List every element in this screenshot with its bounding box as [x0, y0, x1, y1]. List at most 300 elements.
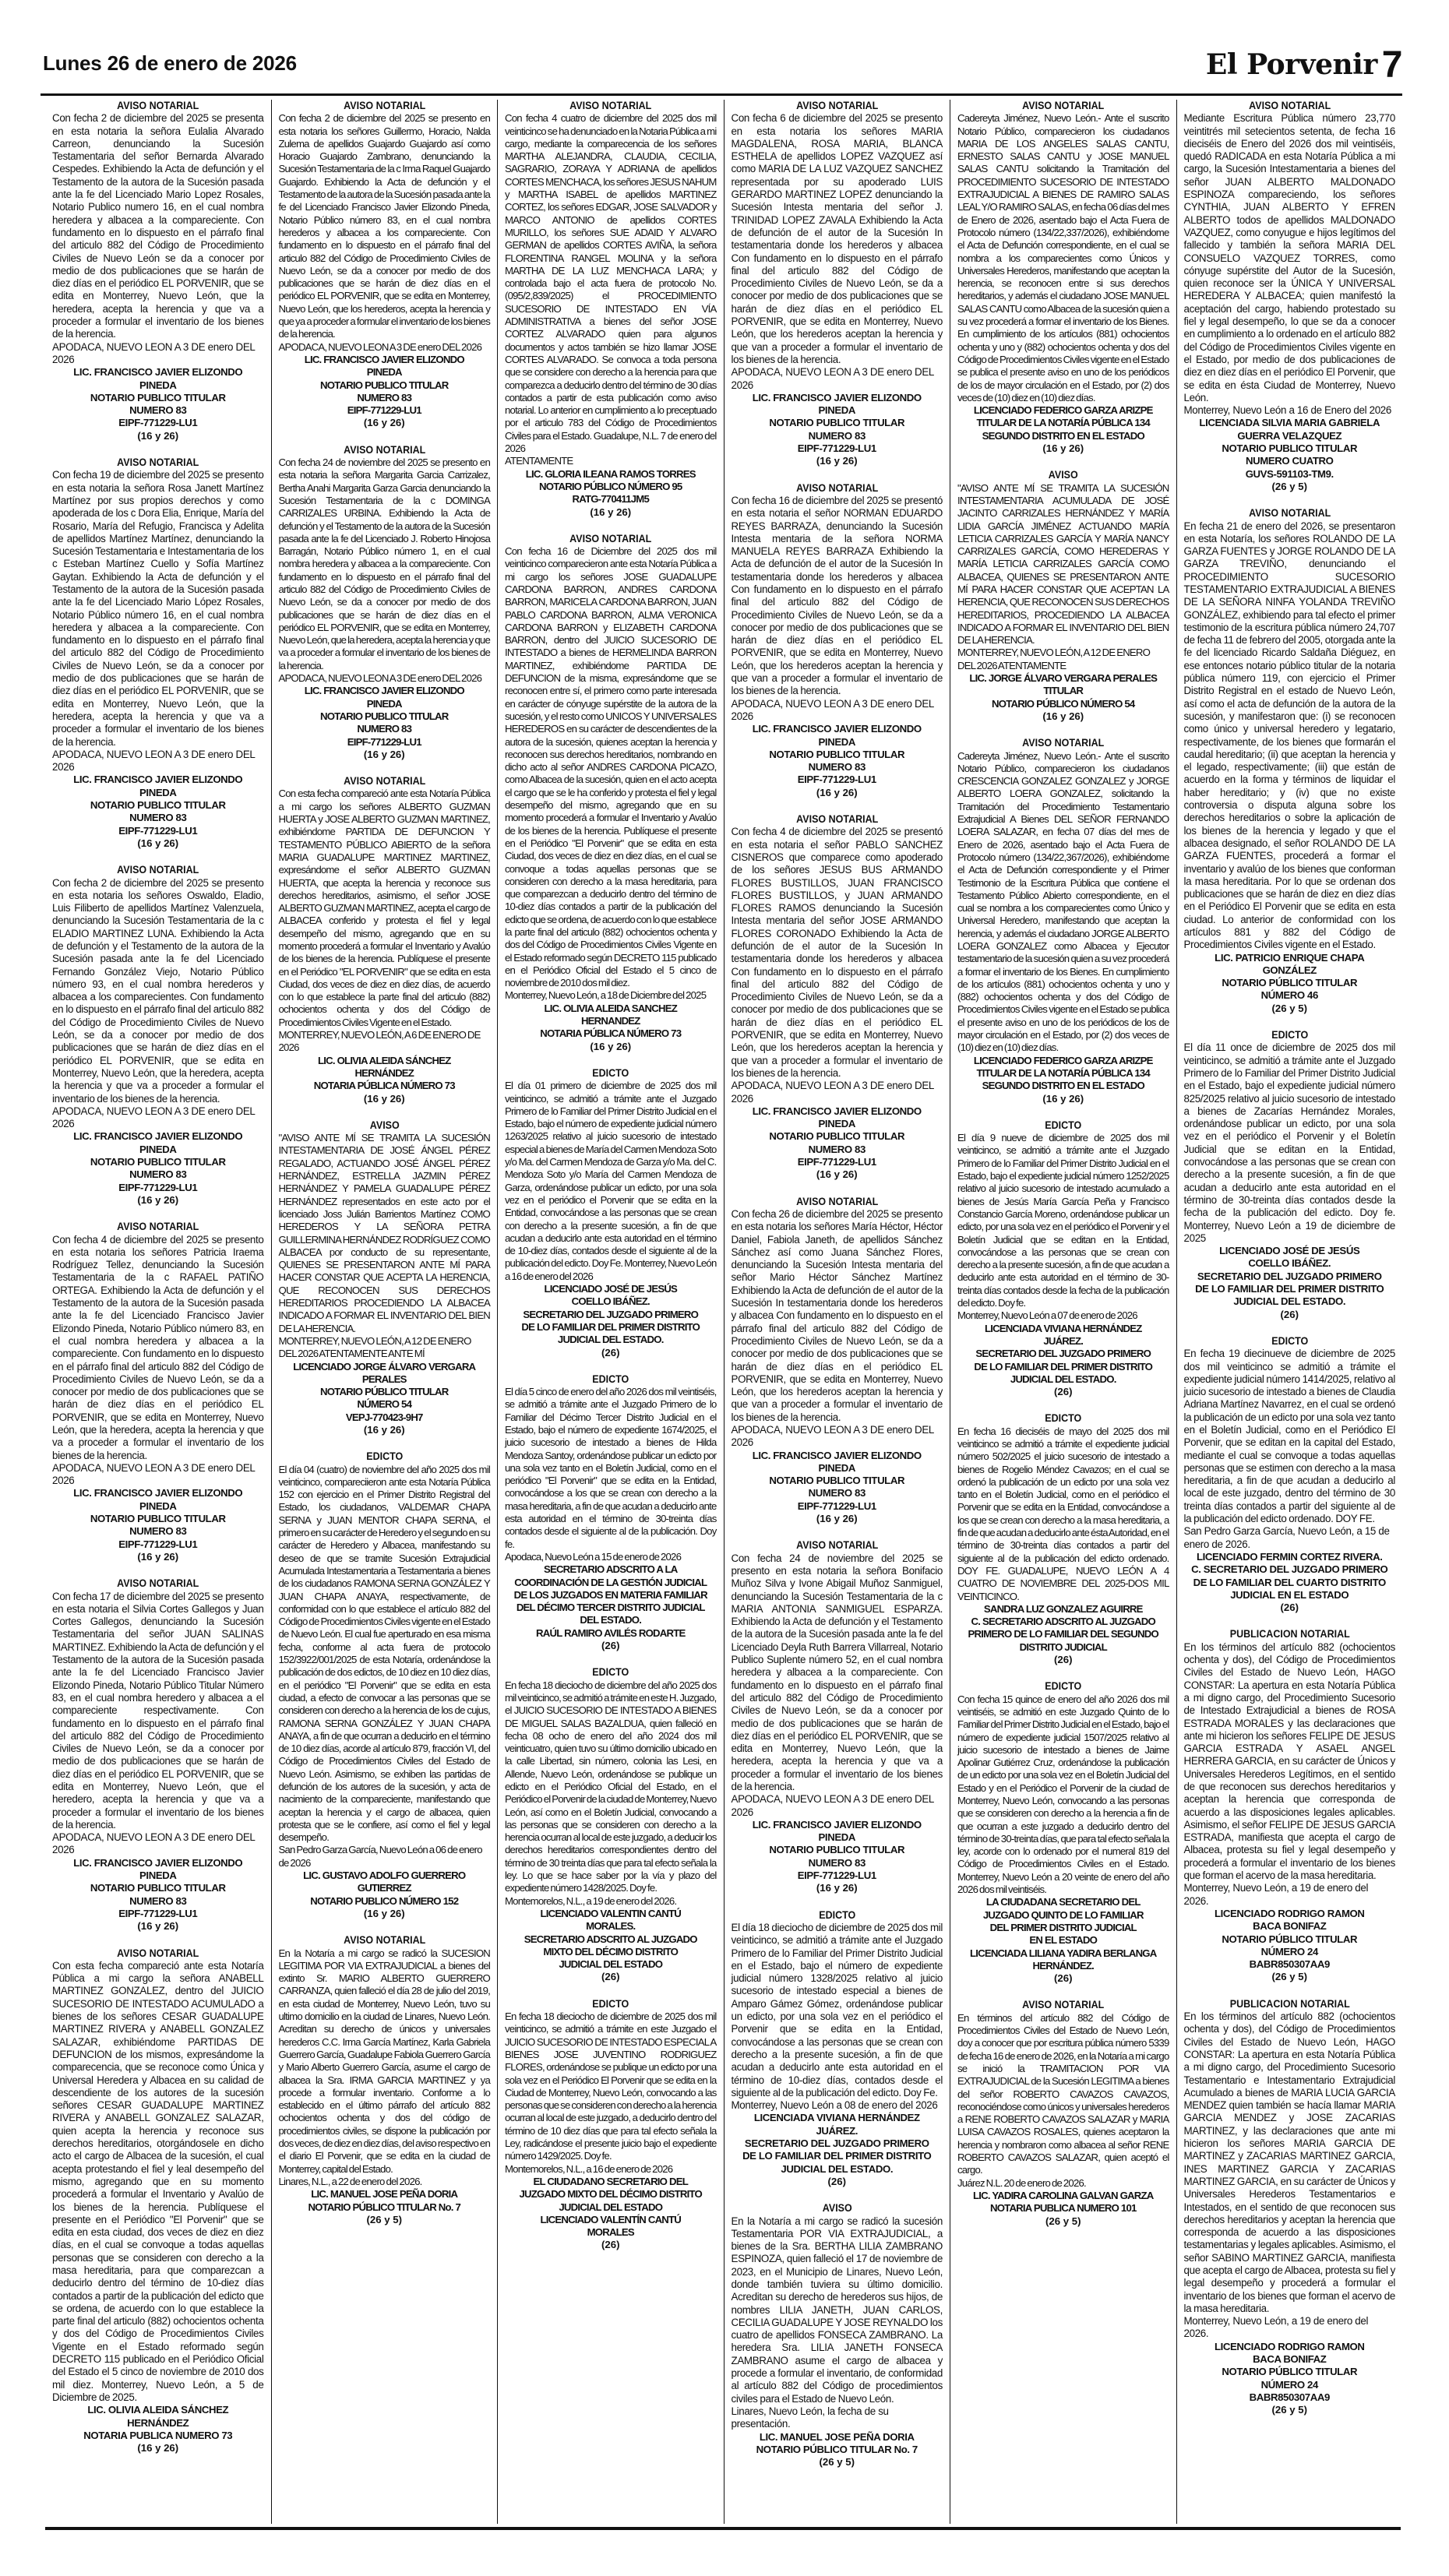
notice-title: AVISO NOTARIAL	[569, 100, 652, 111]
signature-line: LIC. GLORIA ILEANA RAMOS TORRES	[525, 467, 696, 480]
signature-line: BABR850307AA9	[1249, 2391, 1330, 2403]
notice-body: Con esta fecha compareció ante esta Notaría Pública a mi cargo los señores ALBERTO GUZMAN HUERTA y JOSE ALBERTO GUZMAN MARTINEZ, exhibiéndome PARTIDA DE DEFUNCION Y TESTAMENTO PÚBLICO ABIERTO de la señora MARIA GUADALUPE MARTINEZ MARTINEZ, expresándome el señor ALBERTO GUZMAN HUERTA, que acepta la herencia y reconoce sus derechos hereditarios, asimismo, el señor JOSE ALBERTO GUZMAN MARTINEZ, acepta el cargo de ALBACEA conferido y protesta el fiel y legal desempeño del mismo, agregando que en su momento procederá a formular el Inventario y Avalúo de los bienes de la herencia. Publíquese el presente en el Periódico "EL PORVENIR" que se edita en esta Ciudad, dos veces de diez en diez días, de acuerdo con lo que establece la parte final del articulo (882) ochocientos ochenta y dos del Código de Procedimientos Civiles Vigente en el Estado.	[278, 788, 490, 1028]
notice-place-date: APODACA, NUEVO LEON A 3 DE enero DEL 2026	[52, 748, 256, 774]
publication-dates: (26)	[1054, 1972, 1073, 1985]
notice-place-date: Monterrey, Nuevo León a 16 de Enero del 2026	[1183, 404, 1391, 417]
signature-line: NUMERO 83	[129, 1525, 187, 1538]
notice-title: EDICTO	[1045, 1680, 1082, 1693]
signature-line: LIC. MANUEL JOSE PEÑA DORIA	[311, 2188, 458, 2201]
legal-notice	[957, 1412, 1169, 1666]
notice-body: Con fecha 4 cuatro de diciembre del 2025 dos mil veinticinco se ha denunciado en la Notaria Pública a mi cargo, mediante la comparecencia de los señores MARTHA ALEJANDRA, CLAUDIA, CECILIA, SAGRARIO, ZORAYA Y ADRIANA de apellidos CORTES MENCHACA, los señores JESUS NAHUM y MARTHA ISABEL de apellidos MARTINEZ CORTEZ, los señores EDGAR, JOSE SALVADOR y MARCO ANTONIO de apellidos CORTES MURILLO, los señores SUE ADAID Y ALVARO GERMAN de apellidos CORTES AVIÑA, la señora FLORENTINA RANGEL MOLINA y la señora MARTHA DE LA LUZ MENCHACA LARA; y controlada bajo el acta fuera de protocolo No. (095/2,839/2025) el PROCEDIMIENTO SUCESORIO DE INTESTADO EN VÍA ADMINISTRATIVA a bienes del señor JOSE CORTEZ ALVARADO quien para algunos documentos y actos también se hizo llamar JOSE CORTES ALVARADO. Se convoca a toda persona que se considere con derecho a la herencia para que comparezca a deducirlo dentro del término de 30 días contados a partir de esta publicación como aviso notarial. Lo anterior en cumplimiento a lo preceptuado por el articulo 783 del Código de Procedimientos Civiles para el Estado. Guadalupe, N.L. 7 de enero del 2026	[505, 112, 717, 455]
notice-body: "AVISO ANTE MÍ SE TRAMITA LA SUCESIÓN INTESTAMENTARIA DE JOSÉ ÁNGEL PÉREZ REGALADO, ACTUANDO JOSÉ ÁNGEL PÉREZ HERNÁNDEZ, ESTRELLA JAZMIN PÉREZ HERNÁNDEZ Y PAMELA GUADALUPE PÉREZ HERNÁNDEZ representados en este acto por el licenciado Joss Julián Barrientos Martínez COMO HEREDEROS Y LA SEÑORA PETRA GUILLERMINA HERNÁNDEZ RODRÍGUEZ COMO ALBACEA por conducto de su representante, QUIENES SE PRESENTARON ANTE MÍ PARA HACER CONSTAR QUE ACEPTA LA HERENCIA, QUE RECONOCEN SUS DERECHOS HEREDITARIOS PROCEDIENDO LA ALBACEA INDICADO A FORMAR EL INVENTARIO DEL BIEN DE LA HERENCIA.	[278, 1132, 490, 1334]
signature-line: PINEDA	[139, 1869, 177, 1882]
notice-title: AVISO	[822, 2202, 852, 2215]
notice-title: AVISO NOTARIAL	[343, 775, 425, 788]
notice-body: En la Notaría a mi cargo se radicó la sucesión Testamentaria POR VIA EXTRAJUDICIAL, a bienes de la Sra. BERTHA LILIA ZAMBRANO ESPINOZA, quien falleció el 17 de noviembre de 2023, en el Municipio de Linares, Nuevo León, donde también tuviera su último domicilio. Acreditan su derecho de herederos sus hijos, de nombres LILIA JANETH, JUAN CARLOS, CECILIA GUADALUPE Y JOSE REYNALDO los cuatro de apellidos FONSECA ZAMBRANO. La heredera Sra. LILIA JANETH FONSECA ZAMBRANO asume el cargo de albacea y procede a formular el inventario, de conformidad al artículo 882 del Código de procedimientos civiles para el Estado de Nuevo León.	[731, 2215, 943, 2405]
notice-body: En los términos del artículo 882 (ochocientos ochenta y dos), del Código de Procedimientos Civiles del Estado de Nuevo León, HAGO CONSTAR: La apertura en esta Notaría Pública a mi digno cargo, del Procedimiento Sucesorio Testamentario e Intestamentario Extrajudicial Acumulado a bienes de MARIA LUCIA GARCIA MENDEZ quien también se hacía llamar MARIA GARCIA MENDEZ y JOSE ZACARIAS MARTINEZ, y las declaraciones que ante mi hicieron los señores MARIA GARCIA DE MARTINEZ y ZACARIAS MARTINEZ GARCIA, INES MARTINEZ GARCIA Y ZACARIAS MARTINEZ GARCIA, en su carácter de Únicos y Universales Herederos Testamentarios e Intestados, en el sentido de que reconocen sus derechos hereditarios y aceptan la herencia que corresponda de acuerdo a las disposiciones testamentarias y legales aplicables. Asimismo, el señor SABINO MARTINEZ GARCIA, manifiesta que acepta el cargo de Albacea, protesta su fiel y legal desempeño y procederá a formular el inventario de los bienes que forman el acervo de la masa hereditaria.	[1183, 2010, 1395, 2314]
signature-line: NOTARIO PUBLICO TITULAR	[90, 391, 226, 403]
signature-line: LICENCIADO RODRIGO RAMON	[1214, 1907, 1365, 1919]
signature-line: DE LO FAMILIAR DEL PRIMER DISTRITO	[974, 1360, 1153, 1373]
signature-line: JUDICIAL DEL ESTADO.	[1233, 1295, 1346, 1308]
signature-line: GUTIERREZ	[357, 1882, 411, 1894]
notice-place-date: APODACA, NUEVO LEON A 3 DE enero DEL 2026	[52, 340, 256, 365]
legal-notice	[1184, 1998, 1396, 2417]
signature-line: LIC. OLIVIA ALEIDA SANCHEZ	[544, 1002, 677, 1014]
notice-body: En fecha 16 dieciséis de mayo del 2025 dos mil veinticinco se admitió a trámite el expediente judicial número 502/2025 el juicio sucesorio de intestado a bienes de Rogelio Méndez Cavazos; en el cual se ordenó la publicación de un edicto por una sola vez tanto en el Boletín Judicial, como en el periódico el Porvenir que se edita en la Entidad, convocándose a los que se crean con derecho a la masa hereditaria, a fin de que acudan a deducirlo ante ésta Autoridad, en el término de 30-treinta días contados a partir del siguiente al de la publicación del edicto ordenado. DOY FE. GUADALUPE, NUEVO LEÓN A 4 CUATRO DE NOVIEMBRE DEL 2025-DOS MIL VEINTICINCO.	[957, 1425, 1169, 1602]
legal-notice	[1184, 100, 1396, 493]
signature-line: NUMERO 83	[129, 812, 187, 824]
legal-notice	[1184, 1628, 1396, 1983]
signature-line: SEGUNDO DISTRITO EN EL ESTADO	[982, 429, 1144, 442]
signature-line: LICENCIADO FEDERICO GARZA ARIZPE	[973, 1054, 1153, 1066]
legal-notice	[279, 1450, 491, 1920]
legal-notice	[1184, 1335, 1396, 1615]
notice-title: AVISO	[369, 1119, 400, 1131]
signature-line: PINEDA	[818, 404, 855, 417]
legal-notice	[732, 1196, 943, 1526]
signature-line: JUDICIAL DEL ESTADO.	[781, 2162, 894, 2175]
publication-dates: (16 y 26)	[363, 417, 405, 429]
legal-notice	[52, 100, 264, 442]
signature-line: LICENCIADA VIVIANA HERNÁNDEZ	[753, 2112, 920, 2124]
notice-body: Con fecha 4 de diciembre del 2025 se presentó en esta notaria el señor PABLO SANCHEZ CISNEROS que comparece como apoderado de los señores JESUS BUS ARMANDO FLORES BUSTILLOS, JUAN FRANCISCO FLORES BUSTILLOS, y JUAN ARMANDO FLORES RAMOS denunciando la Sucesión Intesta mentaria del señor JOSE ARMANDO FLORES CORONADO Exhibiendo la Acta de defunción de el autor de la Sucesión In testamentaria donde los herederos y albacea Con fundamento en lo dispuesto en el párrafo final del articulo 882 del Código de Procedimiento Civiles de Nuevo León, se da a conocer por medio de dos publicaciones que se harán de diez días en el periódico EL PORVENIR, que se edita en Monterrey, Nuevo León, que los herederos aceptan la herencia y que van a proceder a formular el inventario de los bienes de la herencia.	[731, 826, 943, 1079]
signature-line: LIC. FRANCISCO JAVIER ELIZONDO	[73, 366, 243, 379]
notice-title: EDICTO	[592, 1997, 629, 2010]
signature-line: LICENCIADA SILVIA MARIA GABRIELA	[1199, 417, 1380, 429]
signature-line: MIXTO DEL DÉCIMO DISTRITO	[543, 1945, 679, 1958]
signature-line: LIC. GUSTAVO ADOLFO GUERRERO	[303, 1869, 466, 1882]
signature-line: EIPF-771229-LU1	[797, 774, 876, 786]
signature-line: LICENCIADO JORGE ÁLVARO VERGARA	[293, 1360, 476, 1373]
publication-dates: (26 y 5)	[1271, 1971, 1307, 1983]
signature-line: LIC. FRANCISCO JAVIER ELIZONDO	[304, 685, 464, 697]
notice-title: AVISO NOTARIAL	[117, 864, 199, 876]
publication-dates: (16 y 26)	[816, 1882, 858, 1894]
signature-line: LIC. FRANCISCO JAVIER ELIZONDO	[73, 1130, 243, 1143]
signature-line: BABR850307AA9	[1249, 1958, 1330, 1971]
publication-dates: (16 y 26)	[137, 1920, 179, 1933]
notice-body: Con fecha 2 de diciembre del 2025 se presenta en esta notaria la señora Eulalia Alvarado Carreon, denunciando la Sucesión Testamentaria del señor Bernarda Alvarado Cespedes. Exhibiendo la Acta de defunción y el Testamento de la autora de la Sucesión pasada ante la fe del Licenciado Mario Lopez Rosales, Notario Publico numero 16, en el cual nombra heredera y albacea a la compareciente. Con fundamento en lo dispuesto en el párrafo final del articulo 882 del Código de Procedimiento Civiles de Nuevo León se da a conocer por medio de dos publicaciones que se harán de diez días en el periódico EL PORVENIR, que se edita en Monterrey, Nuevo León, que la heredera, acepta la herencia y que va a proceder a formular el inventario de los bienes de la herencia.	[52, 112, 264, 340]
notice-place-date: Monterrey, Nuevo León a 07 de enero de 2026	[957, 1309, 1137, 1322]
notice-place-date: APODACA, NUEVO LEON A 3 DE enero DEL 2026	[52, 1105, 256, 1130]
signature-line: SECRETARIO DEL JUZGADO PRIMERO	[975, 1348, 1151, 1360]
signature-line: NUMERO CUATRO	[1245, 455, 1334, 467]
signature-line: NOTARIO PUBLICO TITULAR	[1222, 442, 1358, 455]
legal-notice	[279, 444, 491, 761]
signature-line: EL CIUDADANO SECRETARIO DEL	[533, 2175, 688, 2187]
signature-line: LIC. MANUEL JOSE PEÑA DORIA	[759, 2430, 915, 2443]
publication-dates: (16 y 26)	[1042, 1092, 1084, 1105]
legal-notice	[52, 1221, 264, 1563]
notice-place-date: Linares, Nuevo León, la fecha de su presentación.	[731, 2405, 889, 2430]
signature-line: NOTARIO PUBLICO TITULAR	[769, 1844, 905, 1856]
notice-place-date: MONTERREY, NUEVO LEÓN, A 6 DE ENERO DE 2026	[278, 1029, 481, 1054]
newspaper-logo	[1205, 41, 1402, 86]
notice-place-date: APODACA, NUEVO LEON A 3 DE enero DEL 2026	[731, 1080, 934, 1105]
signature-line: DE LO FAMILIAR DEL PRIMER DISTRITO	[521, 1320, 700, 1333]
signature-line: C. SECRETARIO DEL JUZGADO PRIMERO	[1191, 1563, 1388, 1576]
signature-line: GUERRA VELAZQUEZ	[1237, 429, 1342, 442]
notice-title: AVISO NOTARIAL	[795, 100, 878, 111]
signature-line: HERNANDEZ	[580, 1015, 640, 1027]
notice-title: EDICTO	[1271, 1334, 1308, 1347]
signature-line: NUMERO 83	[129, 1168, 187, 1181]
signature-line: NOTARIO PÚBLICO TITULAR	[320, 1386, 449, 1398]
signature-line: LIC. FRANCISCO JAVIER ELIZONDO	[752, 1818, 922, 1831]
notice-body: Con fecha 19 de diciembre del 2025 se presento en esta notaria la señora Rosa Janett Martínez Martínez por sus propios derechos y como apoderada de los c Dora Elia, Enrique, María del Rosario, María del Refugio, Francisca y Adelita de apellidos Martínez Martínez, denunciando la Sucesión Testamentaria e Intestamentaria de los c Esteban Martínez Cuello y Sofía Martínez Gaytan. Exhibiendo la Acta de defunción y el Testamento de la autora de la Sucesión pasada ante la fe del Licenciado Mario López Rosales, Notario Público número 16, en el cual nombra heredera y albacea a la compareciente. Con fundamento en lo dispuesto en el párrafo final del articulo 882 del Código de Procedimiento Civiles de Nuevo León, se da a conocer por medio de dos publicaciones que se harán de diez días en el periódico EL PORVENIR, que se edita en Monterrey, Nuevo León, que la heredera, acepta la herencia y que va a proceder a formular el inventario de los bienes de la herencia.	[52, 469, 264, 748]
signature-line: LIC. JORGE ÁLVARO VERGARA PERALES	[969, 672, 1158, 685]
notice-place-date: Montemorelos, N.L., a 16 de enero de 2026	[505, 2162, 673, 2175]
notice-body: Con fecha 24 de noviembre del 2025 se presento en esta notaria la señora Margarita Garcia Carrizalez, Bertha Anahi Margarita Garza Garcia denunciando la Sucesión Testamentaria de la c DOMINGA CARRIZALES URBINA. Exhibiendo la Acta de defunción y el Testamento de la autora de la Sucesión pasada ante la fe del Licenciado J. Roberto Hinojosa Barragán, Notario Público número 1, en el cual nombra heredera y albacea a la compareciente. Con fundamento en lo dispuesto en el párrafo final del articulo 882 del Código de Procedimiento Civiles de Nuevo León, se da a conocer por medio de dos publicaciones que se harán de diez días en el periódico EL PORVENIR, que se edita en Monterrey, Nuevo León, que la heredera, acepta la herencia y que va a proceder a formular el inventario de los bienes de la herencia.	[278, 456, 490, 671]
signature-line: MORALES.	[586, 1920, 636, 1933]
notice-place-date: San Pedro Garza García, Nuevo León, a 15 de enero de 2026.	[1183, 1525, 1390, 1550]
legal-notice	[279, 775, 491, 1105]
notice-body: El día 9 nueve de diciembre de 2025 dos mil veinticinco, se admitió a trámite ante el Juzgado Primero de lo Familiar del Primer Distrito Judicial en el Estado, bajo el expediente judicial número 1252/2025 relativo al juicio sucesorio de intestado acumulado a bienes de Jesús María García Peña y Francisco Constancio García Moreno, ordenándose publicar un edicto, por una sola vez en el periódico el Porvenir y el Boletín Judicial que se editan en la Entidad, convocándose a las personas que se crean con derecho a la presente sucesión, a fin de que acudan a deducirlo ante esta autoridad en el término de 30-treinta días contados desde la fecha de la publicación del edicto. Doy fe.	[957, 1132, 1169, 1309]
legal-notice	[505, 533, 717, 1053]
legal-notice	[505, 1666, 717, 1983]
notice-place-date: MONTERREY, NUEVO LEÓN, A 12 DE ENERO DEL 2026 ATENTAMENTE ANTE MÍ	[278, 1334, 471, 1360]
signature-line: LIC. FRANCISCO JAVIER ELIZONDO	[73, 1487, 243, 1499]
notice-title: AVISO NOTARIAL	[117, 1221, 199, 1233]
notice-place-date: Montemorelos, N.L., a 19 de enero del 2026.	[505, 1894, 677, 1907]
signature-line: SANDRA LUZ GONZALEZ AGUIRRE	[983, 1602, 1143, 1615]
signature-line: NOTARIO PUBLICO NÚMERO 152	[310, 1894, 459, 1907]
signature-line: DE LO FAMILIAR DEL PRIMER DISTRITO	[742, 2150, 932, 2162]
signature-line: NOTARIO PUBLICO TITULAR	[90, 1882, 226, 1894]
publication-dates: (16 y 26)	[1042, 442, 1084, 455]
notice-title: AVISO NOTARIAL	[343, 100, 425, 111]
publication-dates: (16 y 26)	[137, 1193, 179, 1206]
publication-dates: (16 y 26)	[816, 1513, 858, 1525]
signature-line: C. SECRETARIO ADSCRITO AL JUZGADO	[971, 1616, 1155, 1628]
column-5	[950, 100, 1176, 2524]
signature-line: LICENCIADO RODRIGO RAMON	[1214, 2340, 1365, 2352]
notice-title: AVISO NOTARIAL	[117, 1947, 199, 1959]
notice-body: Con fecha 16 de diciembre del 2025 se presentó en esta notaria el señor NORMAN EDUARDO REYES BARRAZA, denunciando la Sucesión Intesta mentaria de la señora NORMA MANUELA REYES BARRAZA Exhibiendo la Acta de defunción de el autor de la Sucesión In testamentaria donde los herederos y albacea Con fundamento en lo dispuesto en el párrafo final del articulo 882 del Código de Procedimiento Civiles de Nuevo León, se da a conocer por medio de dos publicaciones que se harán de diez días en el periódico EL PORVENIR, que se edita en Monterrey, Nuevo León, que los herederos aceptan la herencia y que van a proceder a formular el inventario de los bienes de la herencia.	[731, 494, 943, 697]
signature-line: LIC. OLIVIA ALEIDA SÁNCHEZ	[318, 1054, 451, 1066]
signature-line: NOTARIO PÚBLICO TITULAR	[1222, 2366, 1358, 2378]
signature-line: NOTARIO PUBLICO TITULAR	[769, 1130, 905, 1143]
signature-line: EIPF-771229-LU1	[118, 824, 198, 837]
notice-body: El día 11 once de diciembre de 2025 dos mil veinticinco, se admitió a trámite ante el Juzgado Primero de lo Familiar del Primer Distrito Judicial en el Estado, bajo el expediente judicial número 825/2025 relativo al juicio sucesorio de intestado a bienes de Zacarías Hernández Morales, ordenándose publicar un edicto, por una sola vez en el periódico el Porvenir y el Boletín Judicial que se editan en la Entidad, convocándose a las personas que se crean con derecho a la presente sucesión, a fin de que acudan a deducirlo ante esta autoridad en el término de 30-treinta días contados desde la fecha de la publicación del edicto. Doy fe. Monterrey, Nuevo León a 19 de diciembre de 2025	[1183, 1041, 1395, 1244]
legal-notice	[279, 100, 491, 430]
legal-notice	[957, 1999, 1169, 2227]
signature-line: JUDICIAL DEL ESTADO.	[1010, 1373, 1116, 1385]
notice-place-date: Juárez N.L. 20 de enero de 2026.	[957, 2176, 1086, 2189]
publication-dates: (16 y 26)	[137, 2442, 179, 2454]
signature-line: SECRETARIO DEL JUZGADO PRIMERO	[744, 2137, 929, 2150]
signature-line: JUZGADO QUINTO DE LO FAMILIAR	[982, 1908, 1144, 1921]
notice-body: En fecha 18 dieciocho de diciembre de 2025 dos mil veinticinco, se admitió a trámite en este Juzgado el JUICIO SUCESORIO DE INTESTADO ESPECIAL A BIENES JOSE JUVENTINO RODRIGUEZ FLORES, ordenándose se publique un edicto por una sola vez en el Periódico El Porvenir que se edita en la Ciudad de Monterrey, Nuevo León, convocando a las personas que se consideren con derecho a la herencia ocurran al local de este juzgado, a deducirlo dentro del término de 10 diez días que para tal efecto señala la Ley, radicándose el presente juicio bajo el expediente número 1429/2025. Doy fe.	[505, 2010, 717, 2162]
notice-body: Con fecha 16 de Diciembre del 2025 dos mil veinticinco comparecieron ante esta Notaría Pública a mi cargo los señores JOSE GUADALUPE CARDONA BARRON, ANDRES CARDONA BARRON, MARICELA CARDONA BARRON, JUAN PABLO CARDONA BARRON, ALMA VERONICA CARDONA BARRON y ELIZABETH CARDONA BARRON, dentro del JUICIO SUCESORIO DE INTESTADO a bienes de HERMELINDA BARRON MARTINEZ, exhibiéndome PARTIDA DE DEFUNCION de la misma, expresándome que se reconocen entre sí, el primero como parte interesada en carácter de cónyuge supérstite de la autora de la sucesión, y el resto como UNICOS Y UNIVERSALES HEREDEROS en su carácter de descendientes de la autora de la sucesión, quienes aceptan la herencia y reconocen sus derechos hereditarios, nombrando en dicho acto al señor ANDRES CARDONA PICAZO, como Albacea de la sucesión, quien en el acto acepta el cargo que se le ha conferido y protesta el fiel y legal desempeño del mismo, agregando que en su momento procederá a formular el Inventario y Avalúo de los bienes de la herencia. Publíquese el presente en el Periódico "El Porvenir" que se edita en esta Ciudad, dos veces de diez en diez días, en el cual se convoque a todas aquellas personas que se consideren con derecho a la masa hereditaria, para que comparezcan a deducirlo dentro del término de 10-diez días contados a partir de la publicación del edicto que se ordena, de acuerdo con lo que establece la parte final del articulo (882) ochocientos ochenta y dos del Código de Procedimientos Civiles Vigente en el Estado reformado según DECRETO 115 publicado en el Periódico Oficial del Estado el 5 cinco de noviembre de 2010 dos mil diez.	[505, 545, 717, 989]
notice-title: EDICTO	[1271, 1029, 1308, 1041]
signature-line: DEL PRIMER DISTRITO JUDICIAL	[989, 1921, 1137, 1933]
notice-place-date: APODACA, NUEVO LEON A 3 DE enero DEL 2026	[731, 366, 934, 391]
signature-line: LICENCIADO FERMIN CORTEZ RIVERA.	[1197, 1550, 1383, 1563]
signature-line: JUDICIAL DEL ESTADO	[559, 1958, 663, 1971]
legal-notice	[957, 737, 1169, 1105]
signature-line: PINEDA	[139, 1499, 177, 1512]
signature-line: SECRETARIO ADSCRITO AL JUZGADO	[524, 1933, 697, 1945]
notice-title: EDICTO	[365, 1450, 403, 1463]
signature-line: PERALES	[361, 1373, 407, 1385]
publication-dates: (26)	[1054, 1386, 1073, 1398]
signature-line: VEPJ-770423-9H7	[345, 1411, 423, 1423]
signature-line: NUMERO 83	[808, 1143, 866, 1155]
signature-line: PINEDA	[818, 1461, 855, 1474]
signature-line: LA CIUDADANA SECRETARIO DEL	[985, 1896, 1141, 1908]
signature-line: NOTARIO PÚBLICO NÚMERO 95	[539, 480, 682, 492]
signature-line: NOTARIA PÚBLICA NÚMERO 73	[540, 1027, 682, 1040]
publication-dates: (16 y 26)	[816, 455, 858, 467]
notice-body: En fecha 18 dieciocho de diciembre del año 2025 dos mil veinticinco, se admitió a trámite en este H. Juzgado, el JUICIO SUCESORIO DE INTESTADO A BIENES DE MIGUEL SALAS BAZALDUA, quien falleció en fecha 08 ocho de enero del año 2024 dos mil veinticuatro, quien tuvo su último domicilio ubicado en la calle Libertad, sin número, colonia las Lesi, en Allende, Nuevo León, ordenándose se publique un edicto en el Periódico Oficial del Estado, en el Periódico el Porvenir de la ciudad de Monterrey, Nuevo León, así como en el Boletín Judicial, convocando a las personas que se consideren con derecho a la herencia ocurran al local de este juzgado, a deducir los derechos hereditarios correspondientes dentro del término de 30 treinta días que para tal efecto señala la ley. Lo que se hace saber por la vía y plazo del expediente número 1428/2025. Doy fe.	[505, 1679, 717, 1894]
legal-notice	[732, 1539, 943, 1894]
publication-dates: (26)	[601, 2239, 620, 2251]
signature-line: NOTARIO PÚBLICO TITULAR	[1222, 977, 1358, 989]
signature-line: JUDICIAL DEL ESTADO	[559, 2201, 663, 2213]
notice-body: El día 04 (cuatro) de noviembre del año 2025 dos mil veinticinco, compareciieron ante esta Notaría Pública 152 con ejercicio en el Primer Distrito Registral del Estado, los ciudadanos, VALDEMAR CHAPA SERNA y JUAN MENTOR CHAPA SERNA, el primero en su carácter de Heredero y el segundo en su carácter de Heredero y Albacea, manifestando su deseo de que se tramite Sucesión Extrajudicial Acumulada Intestamentaria a Testamentaria a bienes de los ciudadanos RAMONA SERNA GONZÁLEZ Y JUAN CHAPA ANAYA, respectivamente, de conformidad con lo que establece el artículo 882 del Código de Procedimientos Civiles vigente en el Estado de Nuevo León. El cual fue aperturado en esa misma fecha, conforme al acta fuera de protocolo 152/3922/001/2025 de esta Notaría, ordenándose la publicación de dos edictos, de 10 diez en 10 diez días, en el periódico "El Porvenir" que se edita en esta ciudad, a efecto de convocar a las personas que se consideren con derecho a la herencia de los de cujus, RAMONA SERNA GONZÁLEZ Y JUAN CHAPA ANAYA, a fin de que ocurran a deducirlo en el término de 10 diez días, acorde al artículo 879, fracción VI, del Código de Procedimientos Civiles del Estado de Nuevo León. Asimismo, se exhiben las partidas de defunción de los autores de la sucesión, y acta de nacimiento de la compareciente, manifestando que aceptan la herencia y el cargo de albacea, quien protesta que se le confiere, así como el fiel y legal desempeño.	[278, 1463, 490, 1844]
publication-dates: (16 y 26)	[363, 1907, 405, 1919]
signature-line: SECRETARIO ADSCRITO A LA	[543, 1563, 678, 1576]
signature-line: LICENCIADO JOSÉ DE JESÚS	[1219, 1245, 1360, 1257]
notice-title: AVISO NOTARIAL	[1248, 100, 1331, 111]
notice-body: El día 18 dieciocho de diciembre de 2025 dos mil veinticinco, se admitió a trámite ante el Juzgado Primero de lo Familiar del Primer Distrito Judicial en el Estado, bajo el número de expediente judicial número 1328/2025 relativo al juicio sucesorio de intestado especial a bienes de Amparo Gámez Gómez, ordenándose publicar un edicto, por una sola vez en el periódico el Porvenir que se edita en la Entidad, convocándose a las personas que se crean con derecho a la presente sucesión, a fin de que acudan a deducirlo ante esta autoridad en el término de 10-diez días, contados desde el siguiente al de la publicación del edicto. Doy Fe.	[731, 1921, 943, 2099]
notice-place-date: Linares, N.L., a 22 de enero del 2026.	[278, 2175, 422, 2187]
signature-line: HERNÁNDEZ.	[1032, 1959, 1094, 1972]
signature-line: JUDICIAL EN EL ESTADO	[1230, 1588, 1349, 1601]
signature-line: LIC. FRANCISCO JAVIER ELIZONDO	[752, 723, 922, 735]
publication-dates: (16 y 26)	[363, 748, 405, 760]
notice-title: AVISO NOTARIAL	[343, 1934, 425, 1947]
notice-title: AVISO NOTARIAL	[117, 456, 199, 469]
signature-line: NUMERO 83	[129, 1894, 187, 1907]
signature-line: NUMERO 83	[357, 391, 412, 403]
column-3	[497, 100, 724, 2524]
signature-line: LIC. OLIVIA ALEIDA SÁNCHEZ	[87, 2404, 229, 2416]
signature-line: NOTARIO PUBLICO TITULAR	[769, 748, 905, 760]
signature-line: JUÁREZ.	[1043, 1334, 1084, 1347]
signature-line: NOTARIO PÚBLICO TITULAR No. 7	[756, 2443, 918, 2455]
publication-dates: (26)	[601, 1971, 620, 1983]
signature-line: MORALES	[587, 2226, 634, 2239]
signature-line: PINEDA	[818, 1118, 855, 1130]
signature-line: NÚMERO 46	[1260, 989, 1318, 1002]
legal-notice	[732, 813, 943, 1182]
publication-dates: (26 y 5)	[366, 2213, 402, 2225]
signature-line: NUMERO 83	[129, 404, 187, 417]
signature-line: NOTARIA PUBLICA NUMERO 101	[989, 2202, 1137, 2215]
notice-place-date: APODACA, NUEVO LEON A 3 DE enero DEL 2026	[731, 1793, 934, 1818]
notice-place-date: ATENTAMENTE	[505, 455, 573, 467]
publication-dates: (26 y 5)	[1271, 480, 1307, 492]
notice-place-date: APODACA, NUEVO LEON A 3 DE enero DEL 2026	[731, 697, 934, 722]
signature-line: LIC. YADIRA CAROLINA GALVAN GARZA	[973, 2189, 1154, 2201]
notice-title: AVISO NOTARIAL	[795, 481, 878, 494]
signature-line: JUÁREZ.	[816, 2124, 858, 2137]
notice-body: El día 01 primero de diciembre de 2025 dos mil veinticinco, se admitió a trámite ante el Juzgado Primero de lo Familiar del Primer Distrito Judicial en el Estado, bajo el número de expediente judicial número 1263/2025 relativo al juicio sucesorio de intestado especial a bienes de María del Carmen Mendoza Soto y/o Ma. del Carmen Mendoza de Garza y/o Ma. del C. Mendoza Soto y/o María del Carmen Mendoza de Garza, ordenándose publicar un edicto, por una sola vez en el periódico el Porvenir que se edita en la Entidad, convocándose a las personas que se crean con derecho a la presente sucesión, a fin de que acudan a deducirlo ante esta autoridad en el término de 10-diez días, contados desde el siguiente al de la publicación del edicto. Doy Fe. Monterrey, Nuevo León a 16 de enero del 2026	[505, 1080, 717, 1282]
notice-body: Con fecha 2 de diciembre del 2025 se presento en esta notaria los señores Oswaldo, Eladio, Luis Filiberto de apellidos Martínez Valenzuela, denunciando la Sucesión Testamentaria de la c ELADIO MARTINEZ LUNA. Exhibiendo la Acta de defunción y el Testamento de la autora de la Sucesión pasada ante la fe del Licenciado Fernando González Viejo, Notario Público número 93, en el cual nombra herederos y albacea a los comparecientes. Con fundamento en lo dispuesto en el párrafo final del articulo 882 del Código de Procedimiento Civiles de Nuevo León, se da a conocer por medio de dos publicaciones que se harán de diez días en el periódico EL PORVENIR, que se edita en Monterrey, Nuevo León, que la heredera, acepta la herencia y que va a proceder a formular el inventario de los bienes de la herencia.	[52, 876, 264, 1105]
legal-notice	[1184, 1029, 1396, 1321]
publication-dates: (16 y 26)	[137, 429, 179, 442]
signature-line: TITULAR DE LA NOTARÍA PÚBLICA 134	[976, 417, 1150, 429]
signature-line: COELLO IBÁÑEZ.	[1248, 1257, 1331, 1270]
notice-body: En términos del artículo 882 del Código de Procedimientos Civiles del Estado de Nuevo León, doy a conocer que por escritura pública número 5339 de fecha 16 de enero de 2026, en la Notaría a mi cargo se inició la TRAMITACION POR VIA EXTRAJUDICIAL de la Sucesión LEGITIMA a bienes del señor ROBERTO CAVAZOS CAVAZOS, reconociéndose como únicos y universales herederos a RENE ROBERTO CAVAZOS SALAZAR y MARIA LUISA CAVAZOS ROSALES, quienes aceptaron la herencia y nombraron como albacea al señor RENE ROBERTO CAVAZOS SALAZAR, quien aceptó el cargo.	[957, 2011, 1169, 2176]
notice-place-date: MONTERREY, NUEVO LEÓN, A 12 DE ENERO DEL 2026 ATENTAMENTE	[957, 647, 1151, 671]
signature-line: EIPF-771229-LU1	[797, 1156, 876, 1168]
signature-line: LIC. PATRICIO ENRIQUE CHAPA	[1215, 951, 1365, 964]
column-4	[724, 100, 950, 2524]
signature-line: NOTARIO PÚBLICO NÚMERO 54	[992, 697, 1135, 710]
signature-line: SECRETARIO DEL JUZGADO PRIMERO	[523, 1308, 699, 1320]
signature-line: NÚMERO 24	[1260, 2378, 1318, 2391]
signature-line: GONZÁLEZ	[1262, 964, 1317, 976]
notice-title: AVISO NOTARIAL	[343, 443, 425, 456]
notice-body: Cadereyta Jiménez, Nuevo León.- Ante el suscrito Notario Público, comparecieron los ciudadanos CRESCENCIA GONZALEZ GONZALEZ y JORGE ALBERTO LOERA GONZALEZ, solicitando la Tramitación del Procedimiento Testamentario Extrajudicial A Bienes DEL SEÑOR FERNANDO LOERA SALAZAR, en fecha 07 días del mes de Enero de 2026, asentado bajo el Acta Fuera de Protocolo número (134/22,367/2026), exhibiéndome el Acta de Defunción correspondiente y el Primer Testimonio de la Escritura Pública que contiene el Testamento Público Abierto correspondiente, en el cual se nombra a los comparecientes como Único y Universal Heredero, manifestando que aceptan la herencia, y además el ciudadano JORGE ALBERTO LOERA GONZALEZ como Albacea y Ejecutor testamentario de la sucesión quien a su vez procederá a formar el inventario de los Bienes. En cumplimiento de los artículos (881) ochocientos ochenta y uno y (882) ochocientos ochenta y dos del Código de Procedimientos Civiles vigente en el Estado se publica el presente aviso en uno de los periódicos de los de mayor circulación en el Estado, por (2) dos veces de (10) diez en (10) diez días.	[957, 749, 1169, 1054]
notice-place-date: Monterrey, Nuevo León, a 19 de enero del 2026.	[1183, 2315, 1369, 2340]
notices-grid	[45, 100, 1402, 2524]
publication-dates: (26 y 5)	[819, 2456, 855, 2469]
publication-dates: (16 y 26)	[363, 1092, 405, 1105]
column-2	[271, 100, 498, 2524]
masthead	[43, 44, 1402, 95]
publication-dates: (16 y 26)	[816, 1168, 858, 1181]
signature-line: LIC. FRANCISCO JAVIER ELIZONDO	[73, 774, 243, 786]
legal-notice	[732, 482, 943, 799]
legal-notice	[732, 100, 943, 468]
notice-place-date: APODACA, NUEVO LEON A 3 DE enero DEL 2026	[278, 340, 482, 353]
signature-line: HERNÁNDEZ	[354, 1066, 414, 1079]
signature-line: PINEDA	[139, 1143, 177, 1155]
legal-notice	[732, 1909, 943, 2189]
legal-notice	[732, 2202, 943, 2469]
signature-line: DEL ESTADO.	[580, 1614, 642, 1626]
signature-line: LICENCIADO JOSÉ DE JESÚS	[544, 1283, 678, 1295]
notice-place-date: APODACA, NUEVO LEON A 3 DE enero DEL 2026	[731, 1423, 934, 1449]
notice-title: AVISO NOTARIAL	[1248, 507, 1331, 520]
publication-dates: (16 y 26)	[137, 837, 179, 849]
notice-title: PUBLICACION NOTARIAL	[1229, 1997, 1350, 2010]
signature-line: EIPF-771229-LU1	[118, 1181, 198, 1193]
legal-notice	[505, 1998, 717, 2252]
notice-body: Con fecha 26 de diciembre del 2025 se presento en esta notaria los señores María Héctor, Héctor Daniel, Fabiola Janeth, de apellidos Sánchez Sánchez así como Juana Sánchez Flores, denunciando la Sucesión Intesta mentaria del señor Mario Héctor Sánchez Martínez Exhibiendo la Acta de defunción de el autor de la Sucesión In testamentaria donde los herederos y albacea Con fundamento en lo dispuesto en el párrafo final del articulo 882 del Código de Procedimiento Civiles de Nuevo León, se da a conocer por medio de dos publicaciones que se harán de diez días en el periódico EL PORVENIR, que se edita en Monterrey, Nuevo León, que los herederos aceptan la herencia y que van a proceder a formular el inventario de los bienes de la herencia.	[731, 1207, 943, 1423]
notice-title: AVISO NOTARIAL	[117, 1577, 199, 1590]
signature-line: RATG-770411JM5	[572, 493, 649, 506]
notice-body: En los términos del artículo 882 (ochocientos ochenta y dos), del Código de Procedimientos Civiles del Estado de Nuevo León, HAGO CONSTAR: La apertura en esta Notaría Pública a mi digno cargo, del Procedimiento Sucesorio de Intestado Extrajudicial a bienes de ROSA ESTRADA MORALES y las declaraciones que ante mi hicieron los señores FELIPE DE JESUS GARCIA ESTRADA Y ASAEL ANGEL HERRERA GARCIA, en su carácter de Únicos y Universales Herederos Legítimos, en el sentido de que reconocen sus derechos hereditarios y aceptan la herencia que corresponda de acuerdo a las disposiciones legales aplicables. Asimismo, el señor FELIPE DE JESUS GARCIA ESTRADA, manifiesta que acepta el cargo de Albacea, protesta su fiel y legal desempeño y procederá a formular el inventario de los bienes que forman el acervo de la masa hereditaria.	[1183, 1640, 1395, 1882]
publication-dates: (26)	[1054, 1654, 1073, 1666]
signature-line: JUDICIAL DEL ESTADO.	[557, 1334, 664, 1346]
signature-line: NOTARIO PÚBLICO TITULAR	[1222, 1933, 1358, 1945]
signature-line: TITULAR DE LA NOTARÍA PÚBLICA 134	[976, 1066, 1150, 1079]
notice-body: Con fecha 6 de diciembre del 2025 se presento en esta notaria los señores MARIA MAGDALENA, ROSA MARIA, BLANCA ESTHELA de apellidos LOPEZ VAZQUEZ así como MARIA DE LA LUZ VAZQUEZ SANCHEZ representada por su apoderado LUIS GERARDO MARTINEZ LOPEZ denunciando la Sucesión Intesta mentaria del señor J. TRINIDAD LOPEZ ZAVALA Exhibiendo la Acta de defunción de el autor de la Sucesión In testamentaria donde los herederos y albacea Con fundamento en lo dispuesto en el párrafo final del articulo 882 del Código de Procedimiento Civiles de Nuevo León, se da a conocer por medio de dos publicaciones que se harán de diez días en el periódico EL PORVENIR, que se edita en Monterrey, Nuevo León, que los herederos aceptan la herencia y que van a proceder a formular el inventario de los bienes de la herencia.	[731, 112, 943, 365]
notice-place-date: APODACA, NUEVO LEON A 3 DE enero DEL 2026	[52, 1831, 256, 1856]
notice-body: Con fecha 15 quince de enero del año 2026 dos mil veintiséis, se admitió en este Juzgado Quinto de lo Familiar del Primer Distrito Judicial en el Estado, bajo el número de expediente judicial 1507/2025 relativo al juicio sucesorio de intestado a bienes de Jaime Apolinar Gutiérrez Cruz, ordenándose la publicación de un edicto por una sola vez en el Boletín Judicial del Estado y en el Periódico el Porvenir de la ciudad de Monterrey, Nuevo León, convocando a las personas que se consideren con derecho a la herencia a fin de que ocurran a este juzgado a deducirlo dentro del término de 30-treinta días, que para tal efecto señala la ley, acorde con lo ordenado por el numeral 819 del Código de Procedimientos Civiles en el Estado. Monterrey, Nuevo León a 20 veinte de enero del año 2026 dos mil veintiséis.	[957, 1693, 1169, 1896]
signature-line: LIC. FRANCISCO JAVIER ELIZONDO	[752, 1449, 922, 1461]
publication-dates: (16 y 26)	[590, 1040, 632, 1052]
notice-title: EDICTO	[1045, 1119, 1082, 1131]
publication-dates: (26 y 5)	[1271, 1002, 1307, 1014]
signature-line: NOTARIO PUBLICO TITULAR	[320, 710, 449, 722]
column-6	[1176, 100, 1403, 2524]
legal-notice	[505, 100, 717, 519]
page-number: 7	[1381, 44, 1402, 86]
signature-line: NOTARIA PÚBLICA NÚMERO 73	[313, 1080, 455, 1092]
bottom-rule	[45, 2527, 1401, 2530]
signature-line: EIPF-771229-LU1	[347, 735, 421, 748]
publication-dates: (16 y 26)	[816, 786, 858, 798]
notice-place-date: Monterrey, Nuevo León a 08 de enero del 2026	[731, 2099, 938, 2112]
notice-body: Con fecha 2 de diciembre del 2025 se presento en esta notaria los señores Guillermo, Horacio, Nalda Zulema de apellidos Guajardo Guajardo así como Horacio Guajardo Zambrano, denunciando la Sucesión Testamentaria de la c Irma Raquel Guajardo Guajardo. Exhibiendo la Acta de defunción y el Testamento de la autora de la Sucesión pasada ante la fe del Licenciado Francisco Javier Elizondo Pineda, Notario Público número 83, en el cual nombra herederos y albacea a los compareciente. Con fundamento en lo dispuesto en el párrafo final del articulo 882 del Código de Procedimiento Civiles de Nuevo León, se da a conocer por medio de dos publicaciones que se harán de diez días en el periódico EL PORVENIR, que se edita en Monterrey, Nuevo León, que los herederos, acepta la herencia y que ya a proceder a formular el inventario de los bienes de la herencia.	[278, 112, 490, 340]
signature-line: DISTRITO JUDICIAL	[1019, 1640, 1107, 1653]
notice-title: AVISO	[1048, 469, 1078, 481]
signature-line: NUMERO 83	[808, 1856, 866, 1869]
publication-dates: (16 y 26)	[590, 506, 632, 518]
signature-line: NÚMERO 54	[357, 1398, 412, 1411]
legal-notice	[505, 1067, 717, 1359]
legal-notice	[279, 1119, 491, 1436]
signature-line: NOTARIO PUBLICO TITULAR	[90, 1513, 226, 1525]
signature-line: COORDINACIÓN DE LA GESTIÓN JUDICIAL	[514, 1576, 707, 1588]
legal-notice	[52, 456, 264, 850]
notice-place-date: APODACA, NUEVO LEON A 3 DE enero DEL 2026	[52, 1461, 256, 1487]
column-1	[45, 100, 271, 2524]
signature-line: DE LO FAMILIAR DEL PRIMER DISTRITO	[1195, 1283, 1384, 1295]
notice-title: EDICTO	[592, 1066, 629, 1079]
notice-title: PUBLICACION NOTARIAL	[1229, 1628, 1350, 1640]
signature-line: PINEDA	[366, 697, 402, 710]
notice-body: En fecha 21 de enero del 2026, se presentaron en esta Notaría, los señores ROLANDO DE LA GARZA FUENTES y JORGE ROLANDO DE LA GARZA TREVIÑO, denunciando el PROCEDIMIENTO SUCESORIO TESTAMENTARIO EXTRAJUDICIAL A BIENES DE LA SEÑORA NINFA YOLANDA TREVIÑO GONZÁLEZ, exhibiendo para tal efecto el primer testimonio de la escritura pública número 24,707 de fecha 11 de febrero del 2005, otorgada ante la fe del licenciado Ricardo Saldaña Diéguez, en ese entonces notario público titular de la notaria pública número 119, con ejercicio el Primer Distrito Registral en el estado de Nuevo León, así como el acta de defunción de la autora de la sucesión, y manifestaron que: (i) se reconocen como único y universal heredero y legatario, respectivamente, de los bienes que formarán el caudal hereditario; (ii) que aceptan la herencia y el legado, respectivamente; (iii) que están de acuerdo en la forma y términos de liquidar el haber hereditario; y (iv) que no existe controversia o disputa alguna sobre los derechos hereditarios o sobre la aplicación de los bienes de la herencia y legado y que el albacea designado, el señor ROLANDO DE LA GARZA FUENTES, procederá a formar el inventario y avalúo de los bienes que conforman la masa hereditaria. Por lo que se ordenan dos publicaciones que se harán de diez en diez días en el Periódico El Porvenir que se edita en esta ciudad. Lo anterior de conformidad con los artículos 881 y 882 del Código de Procedimientos Civiles vigente en el Estado.	[1183, 520, 1395, 951]
signature-line: PINEDA	[818, 1831, 855, 1844]
signature-line: LIC. FRANCISCO JAVIER ELIZONDO	[304, 353, 464, 365]
legal-notice	[957, 469, 1169, 723]
signature-line: NOTARIA PUBLICA NUMERO 73	[83, 2429, 233, 2441]
signature-line: RAÚL RAMIRO AVILÉS RODARTE	[536, 1626, 686, 1639]
publication-dates: (26 y 5)	[1271, 2404, 1307, 2416]
publication-dates: (26)	[1280, 1308, 1299, 1320]
notice-place-date: San Pedro Garza García, Nuevo León a 06 de enero de 2026	[278, 1844, 482, 1869]
signature-line: JUZGADO MIXTO DEL DÉCIMO DISTRITO	[519, 2188, 702, 2201]
publication-dates: (26)	[827, 2175, 846, 2187]
notice-title: EDICTO	[592, 1373, 629, 1385]
signature-line: DE LOS JUZGADOS EN MATERIA FAMILIAR	[513, 1588, 707, 1601]
signature-line: NUMERO 83	[808, 761, 866, 774]
notice-title: EDICTO	[1045, 1412, 1082, 1425]
legal-notice	[52, 1577, 264, 1933]
notice-body: Con fecha 24 de noviembre del 2025 se presento en esta notaria la señora Bonifacio Muñoz Silva y Ivone Abigail Muñoz Sanmiguel, denunciando la Sucesión Testamentaria de la c MARIA ANTONIA SANMIGUEL ESPARZA. Exhibiendo la Acta de defunción y el Testamento de la autora de la Sucesión pasada ante la fe del Licenciado Deyla Ruth Barrera Villarreal, Notario Publico Suplente número 52, en el cual nombra heredera y albacea a la compareciente. Con fundamento en lo dispuesto en el párrafo final del articulo 882 del Código de Procedimiento Civiles de Nuevo León, se da a conocer por medio de dos publicaciones que se harán de diez días en el periódico EL PORVENIR, que se edita en Monterrey, Nuevo León, que la heredera, acepta la herencia y que va a proceder a formular el inventario de los bienes de la herencia.	[731, 1552, 943, 1792]
signature-line: LICENCIADO VALENTIN CANTÚ	[540, 1907, 681, 1919]
publication-dates: (26)	[601, 1640, 620, 1652]
signature-line: NOTARIO PUBLICO TITULAR	[90, 799, 226, 812]
signature-line: LICENCIADO VALENTÍN CANTÚ	[540, 2213, 681, 2225]
signature-line: PINEDA	[139, 786, 177, 798]
notice-place-date: Apodaca, Nuevo León a 15 de enero de 2026	[505, 1550, 682, 1563]
signature-line: EIPF-771229-LU1	[118, 1907, 198, 1919]
notice-body: Con fecha 4 de diciembre del 2025 se presento en esta notaria los señores Patricia Iraema Rodríguez Tellez, denunciando la Sucesión Testamentaria de la c RAFAEL PATIÑO ORTEGA. Exhibiendo la Acta de defunción y el Testamento de la autora de la Sucesión pasada ante la fe del Licenciado Francisco Javier Elizondo Pineda, Notario Público número 83, en el cual nombra heredera y albacea a la compareciente. Con fundamento en lo dispuesto en el párrafo final del articulo 882 del Código de Procedimiento Civiles de Nuevo León, se da a conocer por medio de dos publicaciones que se harán de diez días en el periódico EL PORVENIR, que se edita en Monterrey, Nuevo León, que la heredera, acepta la herencia y que va a proceder a formular el inventario de los bienes de la herencia.	[52, 1233, 264, 1461]
notice-place-date: Monterrey, Nuevo León, a 18 de Diciembre del 2025	[505, 989, 707, 1002]
notice-body: Cadereyta Jiménez, Nuevo León.- Ante el suscrito Notario Público, comparecieron los ciudadanos MARIA DE LOS ANGELES SALAS CANTU, ERNESTO SALAS CANTU y JOSE MANUEL SALAS CANTU solicitando la Tramitación del PROCEDIMIENTO SUCESORIO DE INTESTADO EXTRAJUDICIAL A BIENES DE RAMIRO SALAS LEAL Y/O RAMIRO SALAS, en fecha 06 días del mes de Enero de 2026, asentado bajo el Acta Fuera de Protocolo número (134/22,337/2026), exhibiéndome el Acta de Defunción correspondiente, en el cual se nombra a los comparecientes como Únicos y Universales Herederos, manifestando que aceptan la herencia, se reconocen entre si sus derechos hereditarios, y además el ciudadano JOSE MANUEL SALAS CANTU como Albacea de la sucesión quien a su vez procederá a formar el inventario de los Bienes. En cumplimiento de los artículos (881) ochocientos ochenta y uno y (882) ochocientos ochenta y dos del Código de Procedimientos Civiles vigente en el Estado se publica el presente aviso en uno de los periódicos de los de mayor circulación en el Estado, por (2) dos veces de (10) diez en (10) diez días.	[957, 112, 1169, 403]
signature-line: EIPF-771229-LU1	[118, 1538, 198, 1550]
newspaper-name: El Porvenir	[1205, 48, 1377, 81]
signature-line: NOTARIO PÚBLICO TITULAR No. 7	[308, 2201, 461, 2213]
legal-notice	[957, 1680, 1169, 1985]
signature-line: NOTARIO PUBLICO TITULAR	[769, 1475, 905, 1487]
signature-line: LIC. FRANCISCO JAVIER ELIZONDO	[73, 1856, 243, 1869]
legal-notice	[957, 1119, 1169, 1399]
notice-place-date: APODACA, NUEVO LEON A 3 DE enero DEL 2026	[278, 672, 482, 685]
legal-notice	[52, 1947, 264, 2455]
signature-line: PINEDA	[818, 735, 855, 748]
signature-line: GUVS-591103-TM9.	[1245, 467, 1334, 480]
issue-date: Lunes 26 de enero de 2026	[43, 51, 297, 75]
